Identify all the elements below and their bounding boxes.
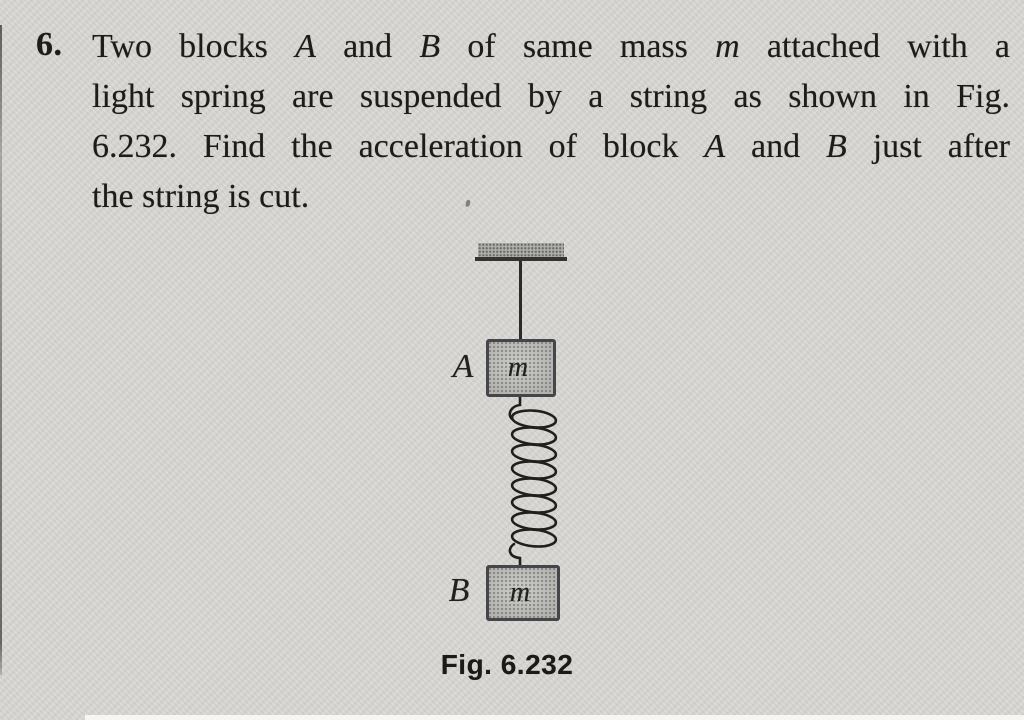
ceiling-support (478, 243, 564, 258)
block-a-mass-label: m (507, 352, 529, 383)
problem-number: 6. (36, 26, 63, 63)
block-b (486, 565, 560, 621)
figure-caption: Fig. 6.232 (440, 649, 574, 680)
scan-edge-bottom (85, 715, 1024, 720)
block-a (486, 339, 556, 397)
problem-text-line-4: the string is cut. (92, 178, 310, 215)
block-b-label: B (448, 572, 470, 609)
string (519, 261, 522, 339)
problem-text-line-1: Two blocks A and B of same mass m attached with a (92, 28, 1011, 65)
problem-text-line-3: 6.232. Find the acceleration of block A and B just after (92, 128, 1010, 165)
problem-text (92, 22, 1010, 222)
problem-text-line-2: light spring are suspended by a string as shown in Fig. (92, 78, 1010, 115)
block-a-label: A (452, 348, 474, 385)
block-b-mass-label: m (509, 577, 531, 608)
scan-edge-left (0, 25, 2, 675)
spring (500, 397, 564, 565)
